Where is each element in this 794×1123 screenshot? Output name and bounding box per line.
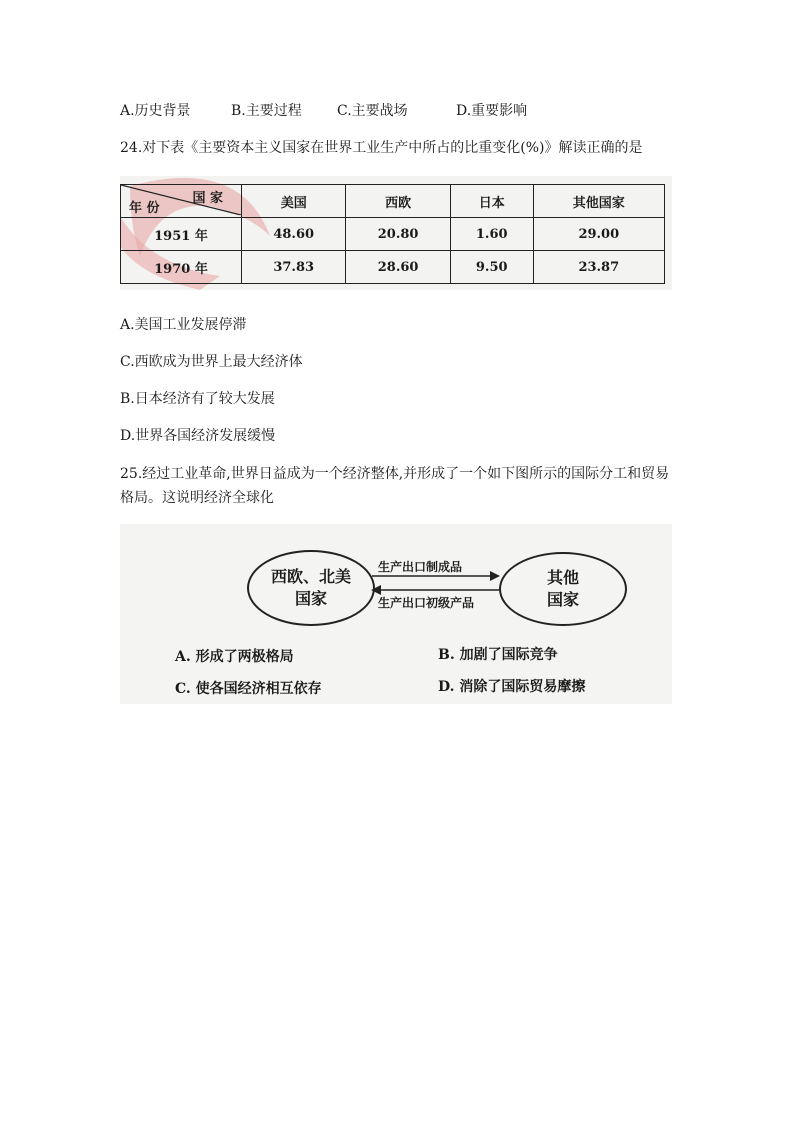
q24-stem: 24.对下表《主要资本主义国家在世界工业生产中所占的比重变化(%)》解读正确的是 <box>120 140 643 156</box>
q24-option-b: B.日本经济有了较大发展 <box>120 391 275 407</box>
col-japan: 日本 <box>450 185 533 218</box>
q25-trade-diagram <box>120 524 672 704</box>
col-west-europe: 西欧 <box>346 185 450 218</box>
cell: 28.60 <box>346 251 450 284</box>
row-year: 1951 年 <box>121 218 242 251</box>
arrow-right-icon <box>490 571 500 581</box>
table-row <box>121 218 665 251</box>
right-node-others <box>499 552 627 626</box>
q23-option-d: D.重要影响 <box>456 103 528 119</box>
cell: 23.87 <box>533 251 664 284</box>
q24-table-figure <box>120 176 672 290</box>
row-year: 1970 年 <box>121 251 242 284</box>
q25-stem-line2: 格局。这说明经济全球化 <box>120 490 274 506</box>
left-node-west <box>247 550 375 626</box>
table-corner-header <box>121 185 242 218</box>
cell: 48.60 <box>242 218 346 251</box>
q23-option-b: B.主要过程 <box>231 103 302 119</box>
q24-option-a: A.美国工业发展停滞 <box>120 317 247 333</box>
header-country: 国 家 <box>192 191 223 206</box>
industry-share-table <box>120 184 665 284</box>
cell: 1.60 <box>450 218 533 251</box>
q25-option-c: C. 使各国经济相互依存 <box>175 681 322 697</box>
col-others: 其他国家 <box>533 185 664 218</box>
q25-stem-line1: 25.经过工业革命,世界日益成为一个经济整体,并形成了一个如下图所示的国际分工和贸易 <box>120 466 670 482</box>
q24-option-c: C.西欧成为世界上最大经济体 <box>120 354 303 370</box>
right-node-line2: 国家 <box>546 590 579 609</box>
cell: 20.80 <box>346 218 450 251</box>
cell: 29.00 <box>533 218 664 251</box>
q25-option-b: B. 加剧了国际竞争 <box>438 647 558 663</box>
table-row <box>121 251 665 284</box>
q25-option-d: D. 消除了国际贸易摩擦 <box>438 679 586 695</box>
q23-option-c: C.主要战场 <box>337 103 408 119</box>
left-node-line2: 国家 <box>294 589 327 608</box>
cell: 37.83 <box>242 251 346 284</box>
q25-option-a: A. 形成了两极格局 <box>175 649 294 665</box>
right-node-line1: 其他 <box>546 568 579 587</box>
q23-option-a: A.历史背景 <box>120 103 191 119</box>
arrow-top-label: 生产出口制成品 <box>378 560 463 574</box>
header-year: 年 份 <box>129 201 160 216</box>
col-usa: 美国 <box>242 185 346 218</box>
left-node-line1: 西欧、北美 <box>270 567 351 586</box>
arrow-bottom-label: 生产出口初级产品 <box>378 596 475 610</box>
cell: 9.50 <box>450 251 533 284</box>
q24-option-d: D.世界各国经济发展缓慢 <box>120 428 276 444</box>
